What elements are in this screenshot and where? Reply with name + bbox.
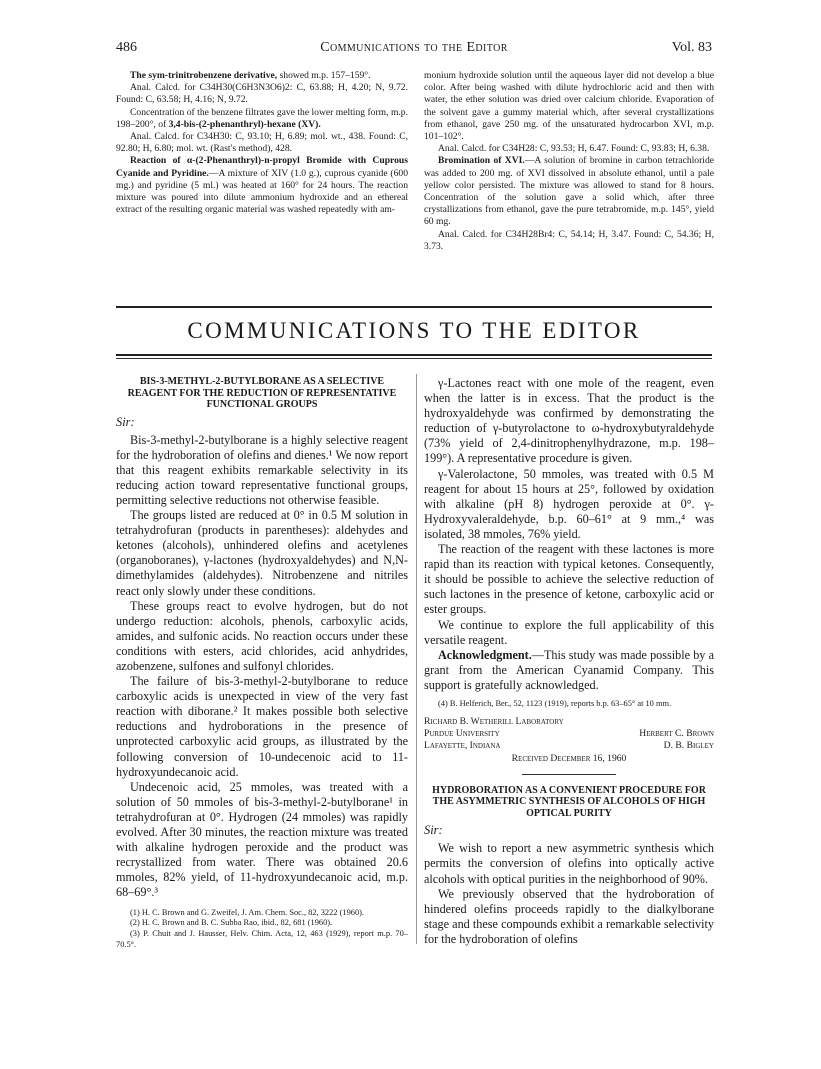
paragraph: γ-Lactones react with one mole of the reagent, even when the latter is in excess. That the product is the hydroxyaldehyde was confirmed by demonstrating the reduction of γ-butyrolactone to ω-hydroxybutyraldehyde (73% yield of 2,4-dinitrophenylhydrazone, m.p. 198–199°). A representative procedure is given. (424, 376, 714, 466)
footnote: (1) H. C. Brown and G. Zweifel, J. Am. Chem. Soc., 82, 3222 (1960). (130, 907, 365, 917)
university-name: Purdue University (424, 727, 500, 739)
experimental-left-column (116, 70, 408, 216)
author-name: Herbert C. Brown (639, 727, 714, 739)
salutation: Sir: (424, 823, 443, 838)
acknowledgment-heading: Acknowledgment. (438, 647, 532, 662)
footnotes (116, 908, 408, 951)
paragraph: We continue to explore the full applicability of this versatile reagent. (424, 617, 714, 647)
laboratory-name: Richard B. Wetherill Laboratory (424, 715, 564, 727)
paragraph (424, 155, 714, 228)
paragraph: γ-Valerolactone, 50 mmoles, was treated with 0.5 M reagent for about 15 hours at 25°, followed by oxidation with alkaline (pH 8) hydrogen peroxide at 0°. γ-Hydroxyvaleraldehyde, b.p. 60–61° at 9 mm.,⁴ was isolated, 38 mmoles, 76% yield. (424, 466, 714, 541)
affiliation-row (424, 740, 714, 752)
analysis-paragraph: Anal. Calcd. for C34H30: C, 93.10; H, 6.89; mol. wt., 438. Found: C, 92.80; H, 6.80; mol. wt. (Rast's method), 428. (116, 131, 408, 155)
column-divider (416, 374, 417, 944)
paragraph-text: Concentration of the benzene filtrates gave the lower melting form, m.p. 198–200°, of (116, 106, 408, 130)
footnote: (4) B. Helferich, Ber., 52, 1123 (1919), reports b.p. 63–65° at 10 mm. (438, 698, 672, 708)
paragraph-text: showed m.p. 157–159°. (277, 70, 371, 81)
paragraph: We wish to report a new asymmetric synthesis which permits the conversion of olefins into optically active alcohols with optical purities in the neighborhood of 90%. (424, 841, 714, 886)
section-rule-bottom (116, 354, 712, 356)
paragraph: Undecenoic acid, 25 mmoles, was treated with a solution of 50 mmoles of bis-3-methyl-2-butylborane¹ in tetrahydrofuran at 0°. Hydrogen (24 mmoles) was rapidly evolved. After 30 minutes, the reaction mixture was treated with alkaline hydrogen peroxide and the product was recrystallized from water. There was obtained 20.6 mmoles, 82% yield, of 11-hydroxyundecanoic acid, m.p. 68–69°.³ (116, 779, 408, 900)
affiliation-row (424, 728, 714, 740)
paragraph-text: —A mixture of XIV (1.0 g.), cuprous cyanide (600 mg.) and pyridine (5 ml.) was heated at 160° for 24 hours. The reaction mixture was poured into dilute ammonium hydroxide and an ethereal extract of the resulting organic material was washed repeatedly with am- (116, 167, 408, 216)
paragraph: We previously observed that the hydroboration of hindered olefins proceeds rapidly to the dialkylborane stage and these compounds exhibit a remarkable selectivity for the hydroboration of olefins (424, 886, 714, 946)
footnote: (2) H. C. Brown and B. C. Subba Rao, ibid., 82, 681 (1960). (130, 918, 333, 928)
paragraph-heading: The sym-trinitrobenzene derivative, (130, 70, 278, 81)
acknowledgment (424, 648, 714, 693)
author-name: D. B. Bigley (663, 739, 714, 751)
paragraph-heading: Bromination of XVI. (438, 155, 525, 167)
acknowledgment-text: —This study was made possible by a grant from the American Cyanamid Company. This support is gratefully acknowledged. (424, 647, 714, 692)
analysis-paragraph: Anal. Calcd. for C34H28Br4: C, 54.14; H, 3.47. Found: C, 54.36; H, 3.73. (424, 228, 714, 252)
received-date: Received December 16, 1960 (511, 752, 627, 764)
section-rule-top (116, 306, 712, 308)
paragraph: These groups react to evolve hydrogen, but do not undergo reduction: alcohols, phenols, carboxylic acids, amides, and sulfonic acids. No reaction occurs under these conditions with esters, acid chlorides, acid anhydrides, azobenzene, sulfones and sulfonyl chlorides. (116, 598, 408, 673)
page-number: 486 (116, 40, 137, 55)
experimental-right-column (424, 70, 714, 253)
analysis-paragraph: Anal. Calcd. for C34H28: C, 93.53; H, 6.47. Found: C, 93.83; H, 6.38. (438, 143, 710, 155)
paragraph-text: —A solution of bromine in carbon tetrachloride was added to 200 mg. of XVI dissolved in absolute ethanol, until a pale yellow color persisted. The mixture was allowed to stand for 8 hours. Concentration of the solution gave a solid which, after three crystallizations from ethanol, gave the pure tetrabromide, m.p. 145°, yield 60 mg. (424, 155, 714, 228)
paragraph (116, 155, 408, 216)
paragraph: The reaction of the reagent with these lactones is more rapid than its reaction with typical ketones. Consequently, it should be possible to achieve the selective reduction of such lactones in the presence of ketone, carboxylic acid or ester groups. (424, 542, 714, 617)
volume-label: Vol. 83 (671, 40, 712, 55)
paragraph: The groups listed are reduced at 0° in 0.5 M solution in tetrahydrofuran (products in parentheses): aldehydes and ketones (alcohols), unhindered olefins and acetylenes (organoboranes), γ-lactones (hydroxyaldehydes) and N,N-dimethylamides (aldehydes). Nitrobenzene and nitriles react only slowly under these conditions. (116, 508, 408, 598)
section-title: COMMUNICATIONS TO THE EDITOR (187, 318, 641, 343)
paragraph (116, 107, 408, 131)
paragraph: The failure of bis-3-methyl-2-butylborane to reduce carboxylic acids is unexpected in view of the very fast reaction with diborane.² It makes possible both selective reductions and hydroborations in the presence of unprotected carboxylic acid groups, as illustrated by the following conversion of 10-undecenoic acid to 11-hydroxyundecanoic acid. (116, 674, 408, 779)
compound-name: 3,4-bis-(2-phenanthryl)-hexane (XV). (168, 118, 321, 130)
analysis-paragraph: Anal. Calcd. for C34H30(C6H3N3O6)2: C, 63.88; H, 4.20; N, 9.72. Found: C, 63.58; H, 4.16; N, 9.72. (116, 82, 408, 106)
article-1-right-column (424, 376, 714, 947)
paragraph (116, 70, 408, 82)
running-header (116, 40, 712, 58)
paragraph: Bis-3-methyl-2-butylborane is a highly selective reagent for the hydroboration of olefins and dienes.¹ We now report that this reagent exhibits remarkable selectivity in its reducing action toward representative functional groups, permitting selective reductions not otherwise feasible. (116, 432, 408, 507)
article-1-left-column (116, 376, 408, 951)
article-separator (522, 774, 616, 775)
paragraph-heading: Reaction of α-(2-Phenanthryl)-n-propyl Bromide with Cuprous Cyanide and Pyridine. (116, 155, 408, 179)
paragraph: monium hydroxide solution until the aqueous layer did not develop a blue color. After being washed with dilute hydrochloric acid and then with water, the ether solution was dried over calcium chloride. Evaporation of the solvent gave a gummy material which, after several crystallizations from ethanol, gave 250 mg. of the unsaturated hydrocarbon XVI, m.p. 101–102°. (424, 70, 714, 143)
city-name: Lafayette, Indiana (424, 739, 501, 751)
article-title: BIS-3-METHYL-2-BUTYLBORANE AS A SELECTIVE REAGENT FOR THE REDUCTION OF REPRESENTATIVE FUNCTIONAL GROUPS (127, 376, 397, 410)
author-affiliation-block (424, 716, 714, 765)
salutation: Sir: (116, 414, 135, 429)
footnote: (3) P. Chuit and J. Hausser, Helv. Chim. Acta, 12, 463 (1929), report m.p. 70–70.5°. (116, 929, 408, 949)
running-title: Communications to the Editor (320, 40, 508, 55)
section-rule-thin (116, 358, 712, 359)
article-title: HYDROBORATION AS A CONVENIENT PROCEDURE FOR THE ASYMMETRIC SYNTHESIS OF ALCOHOLS OF HIGH OPTICAL PURITY (432, 784, 706, 819)
